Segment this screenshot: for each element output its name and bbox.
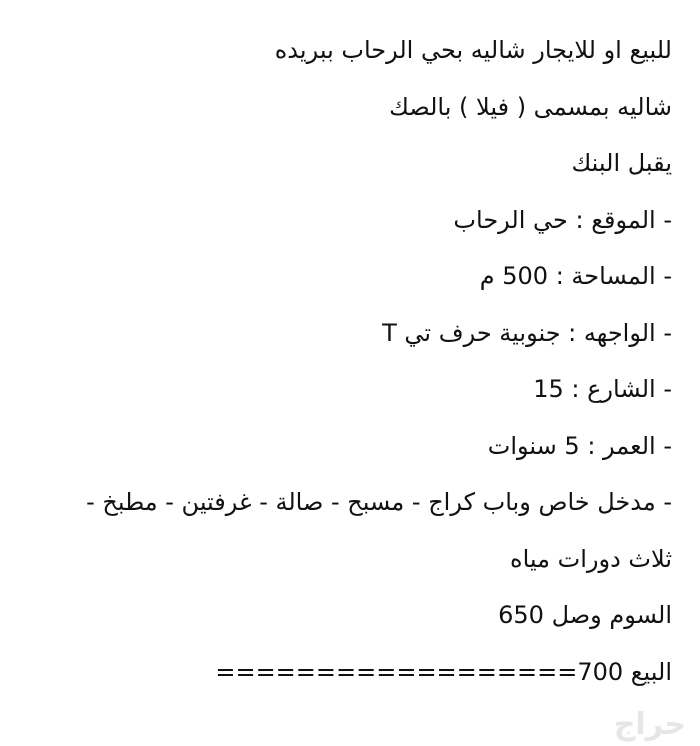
haraj-watermark-logo bbox=[613, 707, 686, 742]
street-line: - الشارع : 15 bbox=[533, 375, 672, 403]
features-line: - مدخل خاص وباب كراج - مسبح - صالة - غرفتين - مطبخ - bbox=[86, 488, 672, 516]
location-line: - الموقع : حي الرحاب bbox=[453, 205, 672, 234]
bank-acceptance-line: يقبل البنك bbox=[571, 149, 672, 177]
sale-price-line: البيع 700================== bbox=[215, 657, 672, 686]
facade-line: - الواجهه : جنوبية حرف تي T bbox=[382, 318, 672, 347]
bathrooms-line: ثلاث دورات مياه bbox=[510, 544, 672, 573]
listing-title: للبيع او للايجار شاليه بحي الرحاب ببريده bbox=[274, 36, 672, 64]
listing-subtitle: شاليه بمسمى ( فيلا ) بالصك bbox=[389, 92, 672, 121]
haraj-watermark-text: حراج bbox=[613, 707, 686, 742]
current-bid-line: السوم وصل 650 bbox=[498, 601, 672, 629]
age-line: - العمر : 5 سنوات bbox=[487, 431, 672, 460]
area-line: - المساحة : 500 م bbox=[479, 262, 672, 290]
listing-text-body bbox=[20, 22, 672, 700]
